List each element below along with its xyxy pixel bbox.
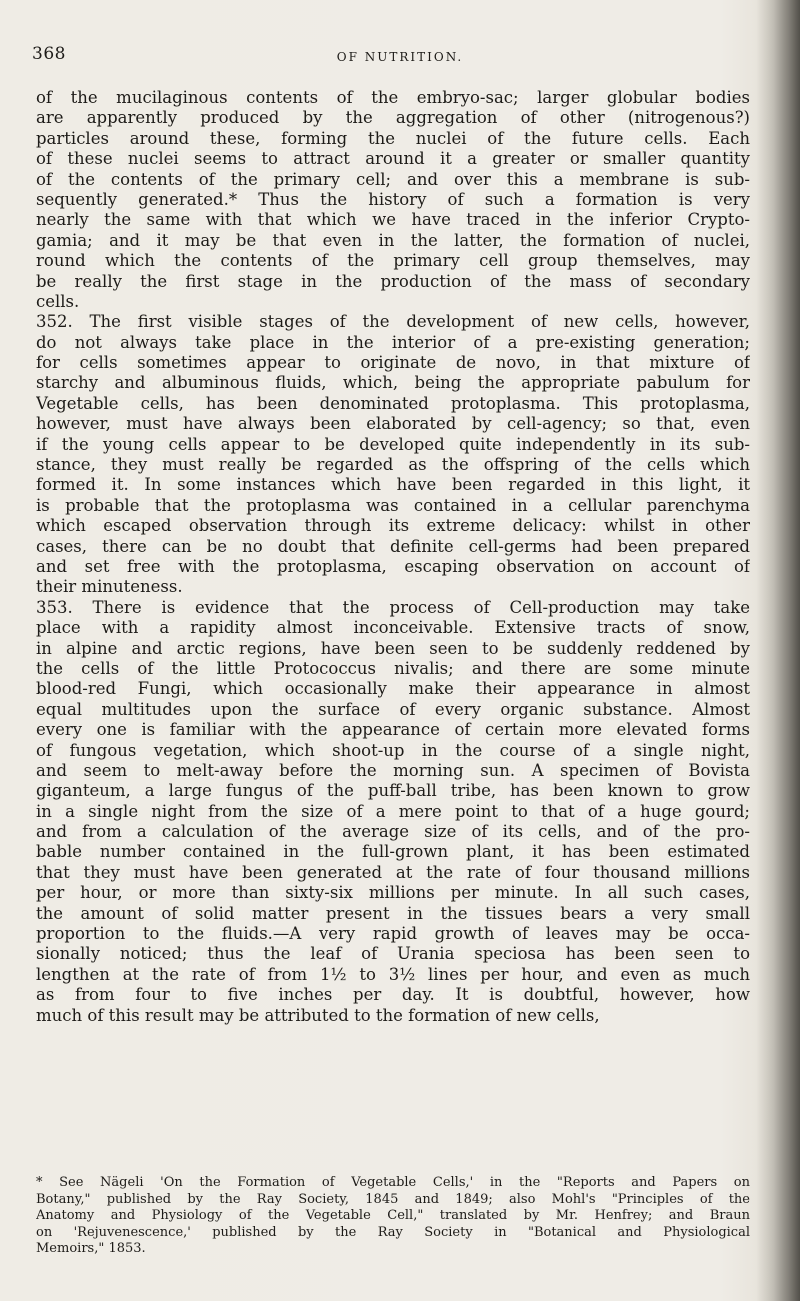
text-line: formed it. In some instances which have been regarded in this light, it [36,475,750,495]
text-line: their minuteness. [36,577,183,597]
text-line: blood-red Fungi, which occasionally make their appearance in almost [36,679,750,699]
text-line: per hour, or more than sixty-six millions per minute. In all such cases, [36,883,750,903]
text-line: of fungous vegetation, which shoot-up in the course of a single night, [36,740,750,760]
text-line: round which the contents of the primary cell group themselves, may [36,251,750,271]
text-line: is probable that the protoplasma was contained in a cellular parenchyma [36,495,750,515]
text-line: giganteum, a large fungus of the puff-ball tribe, has been known to grow [36,781,750,801]
text-line: of the contents of the primary cell; and over this a membrane is sub- [36,169,750,189]
page-number: 368 [32,44,66,64]
text-line: and from a calculation of the average size of its cells, and of the pro- [36,822,750,842]
text-line: are apparently produced by the aggregation of other (nitrogenous?) [36,108,750,128]
text-line: much of this result may be attributed to the formation of new cells, [36,1005,600,1025]
text-line: bable number contained in the full-grown plant, it has been estimated [36,842,750,862]
text-line: gamia; and it may be that even in the latter, the formation of nuclei, [36,230,750,250]
text-line: however, must have always been elaborated by cell-agency; so that, even [36,414,750,434]
footnote-line: on 'Rejuvenescence,' published by the Ray Society in "Botanical and Physiological [36,1224,750,1240]
footnote-line: Anatomy and Physiology of the Vegetable Cell," translated by Mr. Henfrey; and Braun [36,1208,750,1223]
text-line: that they must have been generated at the rate of four thousand millions [36,862,750,882]
page-edge-shadow [756,0,800,1301]
text-line: every one is familiar with the appearance of certain more elevated forms [36,720,750,740]
text-line: be really the first stage in the production of the mass of secondary [36,271,750,291]
text-line: of the mucilaginous contents of the embryo-sac; larger globular bodies [36,88,750,107]
text-line: proportion to the fluids.—A very rapid growth of leaves may be occa- [36,924,750,944]
text-line: nearly the same with that which we have traced in the inferior Crypto- [36,210,750,230]
text-line: Vegetable cells, has been denominated protoplasma. This protoplasma, [36,393,750,413]
text-line: the amount of solid matter present in the tissues bears a very small [36,903,750,923]
running-head: OF NUTRITION. [336,50,464,64]
footnote-line: * See Nägeli 'On the Formation of Vegetable Cells,' in the "Reports and Papers on [36,1175,750,1190]
text-line: cells. [36,291,80,311]
text-line: sequently generated.* Thus the history of such a formation is very [36,189,750,209]
text-line: starchy and albuminous fluids, which, being the appropriate pabulum for [36,373,750,393]
text-line: in a single night from the size of a mere point to that of a huge gourd; [36,801,750,821]
body-text [36,88,750,1026]
text-line: stance, they must really be regarded as the offspring of the cells which [36,455,750,475]
text-line: as from four to five inches per day. It is doubtful, however, how [36,985,750,1005]
text-line: place with a rapidity almost inconceivable. Extensive tracts of snow, [36,618,750,638]
text-line: and seem to melt-away before the morning sun. A specimen of Bovista [36,760,750,780]
text-line: of these nuclei seems to attract around it a greater or smaller quantity [36,149,750,169]
text-line: which escaped observation through its extreme delicacy: whilst in other [36,516,750,536]
text-line: in alpine and arctic regions, have been seen to be suddenly reddened by [36,638,750,658]
text-line: if the young cells appear to be developed quite independently in its sub- [36,434,750,454]
text-line: equal multitudes upon the surface of every organic substance. Almost [36,699,750,719]
text-line: 353. There is evidence that the process of Cell-production may take [36,597,750,617]
footnote-line: Botany," published by the Ray Society, 1845 and 1849; also Mohl's "Principles of the [36,1191,750,1207]
footnotes [36,1175,750,1258]
text-line: sionally noticed; thus the leaf of Urania speciosa has been seen to [36,944,750,964]
text-line: 352. The first visible stages of the development of new cells, however, [36,312,750,332]
text-line: for cells sometimes appear to originate de novo, in that mixture of [36,353,750,373]
text-line: and set free with the protoplasma, escaping observation on account of [36,556,750,576]
text-line: particles around these, forming the nuclei of the future cells. Each [36,128,750,148]
text-line: the cells of the little Protococcus nivalis; and there are some minute [36,658,750,678]
text-line: lengthen at the rate of from 1½ to 3½ lines per hour, and even as much [36,964,750,984]
text-line: cases, there can be no doubt that definite cell-germs had been prepared [36,536,750,556]
footnote-line: Memoirs," 1853. [36,1241,146,1256]
text-line: do not always take place in the interior of a pre-existing generation; [36,332,750,352]
